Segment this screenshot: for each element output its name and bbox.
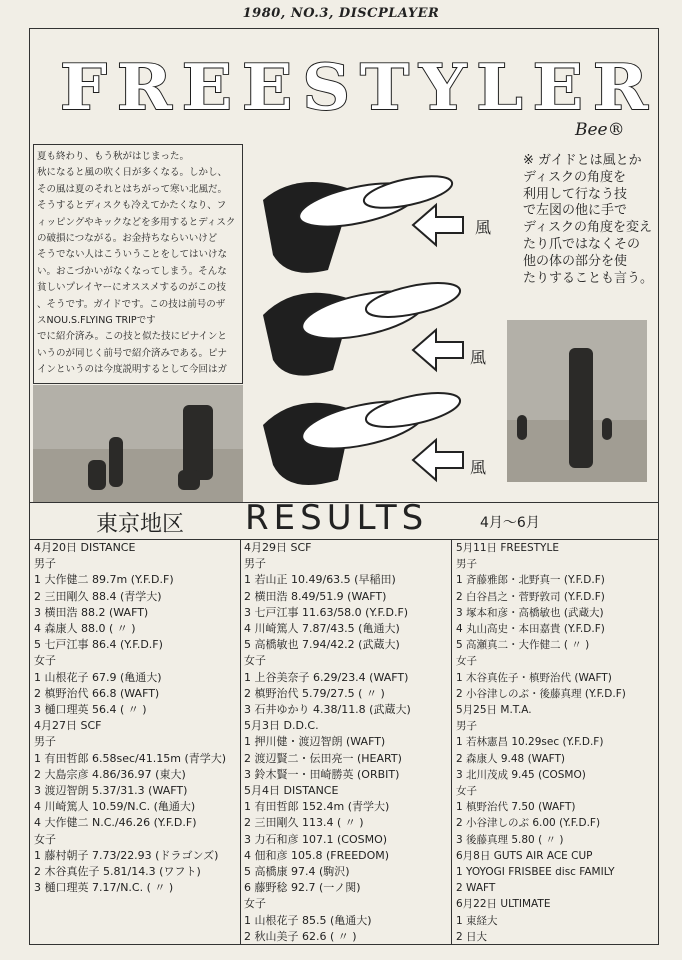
intro-line: の破損につながる。お金持ちならいいけど [37,233,218,245]
intro-line: 秋になると風の吹く日が多くなる。しかし、 [37,167,228,179]
result-line: 5 高橋康 97.4 (駒沢) [244,865,350,879]
result-line: 5 高瀬真二・大作健二 ( 〃 ) [456,639,590,652]
result-line: 女子 [244,654,266,668]
wind-arrows [413,205,463,480]
page-header: 1980, NO.3, DISCPLAYER [242,6,440,21]
result-line: 男子 [34,735,56,749]
result-line: 2 大島宗彦 4.86/36.97 (東大) [34,767,186,781]
result-line: 4 丸山高史・本田嘉貴 (Y.F.D.F) [456,623,605,636]
result-line: 1 藤村朝子 7.73/22.93 (ドラゴンズ) [34,848,219,862]
wind-label-1: 風 [475,218,492,237]
result-line: 3 塚本和彦・高橋敏也 (武蔵大) [456,606,604,619]
result-line: 1 斉藤雅郎・北野真一 (Y.F.D.F) [456,574,605,587]
column-divider [240,540,241,945]
result-line: 5月25日 M.T.A. [456,704,532,717]
result-line: 男子 [456,720,477,733]
result-line: 3 渡辺智朗 5.37/31.3 (WAFT) [34,784,188,798]
result-line: 5月11日 FREESTYLE [456,542,559,554]
result-line: 2 小谷津しのぶ 6.00 (Y.F.D.F) [456,817,601,830]
column-divider [451,540,452,945]
result-line: 2 横田浩 8.49/51.9 (WAFT) [244,589,387,603]
result-line: 2 三田剛久 113.4 ( 〃 ) [244,816,364,830]
result-line: 女子 [456,655,477,668]
result-line: 6 藤野稔 92.7 (一ノ関) [244,881,361,895]
guide-illustration [258,160,508,505]
result-line: 男子 [34,557,56,571]
result-line: 2 三田剛久 88.4 (青学大) [34,589,162,603]
intro-line: い。おこづかいがなくなってしまう。そんな [37,265,227,277]
result-line: 1 大作健二 89.7m (Y.F.D.F) [34,573,174,587]
result-line: 2 WAFT [456,882,496,895]
result-line: 2 槙野治代 5.79/27.5 ( 〃 ) [244,686,385,700]
wind-label-3: 風 [470,458,487,477]
result-line: 4 森康人 88.0 ( 〃 ) [34,622,136,636]
note-line: たりすることも言う。 [523,270,654,286]
intro-line: そうでない人はこういうことをしてはいけな [37,249,228,261]
result-line: 3 樋口理英 7.17/N.C. ( 〃 ) [34,881,174,895]
result-line: 1 若山正 10.49/63.5 (早稲田) [244,573,396,587]
photo-left [33,385,243,502]
results-region: 東京地区 [96,512,185,537]
intro-line: でに紹介済み。この技と似た技にピナインと [37,331,227,343]
wind-arrow-1 [413,205,463,245]
result-line: 4 川崎篤人 7.87/43.5 (亀通大) [244,622,400,636]
results-col-3 [456,540,626,945]
result-line: 2 白谷昌之・菅野敦司 (Y.F.D.F) [456,590,605,603]
result-line: 1 有田哲郎 152.4m (青学大) [244,800,390,814]
result-line: 3 横田浩 88.2 (WAFT) [34,605,149,619]
side-note [523,153,663,287]
result-line: 1 YOYOGI FRISBEE disc FAMILY [456,866,615,879]
result-line: 3 七戸江事 11.63/58.0 (Y.F.D.F) [244,605,409,619]
result-line: 4月20日 DISTANCE [34,541,136,554]
result-line: 2 日大 [456,930,488,943]
note-line: で左図の他に手で [523,203,628,219]
results-col-2 [244,540,411,945]
result-line: 1 木谷真佐子・槙野治代 (WAFT) [456,671,612,684]
result-line: 5月3日 D.D.C. [244,719,319,733]
result-line: 2 森康人 9.48 (WAFT) [456,752,566,765]
result-line: 2 秋山美子 62.6 ( 〃 ) [244,929,357,943]
results-title: RESULTS [245,498,429,538]
result-line: 女子 [456,785,477,798]
results-col-1 [34,540,226,896]
result-line: 3 樋口理英 56.4 ( 〃 ) [34,703,147,717]
results-period: 4月〜6月 [480,515,540,531]
intro-text [33,144,243,384]
result-line: 3 北川茂成 9.45 (COSMO) [456,768,586,781]
result-line: 4月29日 SCF [244,541,312,554]
result-line: 2 小谷津しのぶ・後藤真理 (Y.F.D.F) [456,687,626,700]
intro-line: 夏も終わり、もう秋がはじまった。 [37,151,190,162]
wind-label-2: 風 [470,348,487,367]
intro-line: ィッピングやキックなどを多用するとディスク [37,216,236,228]
result-line: 2 槙野治代 66.8 (WAFT) [34,686,160,700]
result-line: 5月4日 DISTANCE [244,784,339,798]
result-line: 1 槙野治代 7.50 (WAFT) [456,801,576,814]
result-line: 2 木谷真佐子 5.81/14.3 (ワフト) [34,865,201,879]
result-line: 1 有田哲郎 6.58sec/41.15m (青学大) [34,751,227,765]
wind-arrow-3 [413,440,463,480]
result-line: 1 押川健・渡辺智朗 (WAFT) [244,735,386,749]
intro-line: スNOU.S.FLYING TRIPです [37,315,156,327]
author-signature: Bee® [575,120,625,140]
note-line: ディスクの角度を [523,169,626,185]
result-line: 4 佃和彦 105.8 (FREEDOM) [244,848,390,862]
note-line: 利用して行なう技 [523,186,628,202]
wind-arrow-2 [413,330,463,370]
article-title: FREESTYLER [60,49,658,125]
result-line: 女子 [244,897,266,911]
result-line: 3 石井ゆかり 4.38/11.8 (武蔵大) [244,703,411,717]
result-line: 1 若林憲昌 10.29sec (Y.F.D.F) [456,736,604,749]
result-line: 3 後藤真理 5.80 ( 〃 ) [456,833,564,846]
result-line: 1 東経大 [456,914,498,927]
result-line: 4月27日 SCF [34,719,102,733]
result-line: 男子 [456,558,477,571]
photo-right [507,320,647,482]
result-line: 3 鈴木賢一・田崎勝英 (ORBIT) [244,767,400,781]
intro-line: その風は夏のそれとはちがって寒い北風だ。 [37,183,228,195]
note-line: ※ ガイドとは風とか [523,153,642,168]
result-line: 3 力石和彦 107.1 (COSMO) [244,832,388,846]
result-line: 女子 [34,832,56,846]
result-line: 1 上谷美奈子 6.29/23.4 (WAFT) [244,670,409,684]
result-line: 女子 [34,654,56,668]
intro-line: 、そうです。ガイドです。この技は前号のザ [37,298,226,310]
intro-line: インというのは今度説明するとして今回はガ [37,364,228,376]
result-line: 5 高橋敏也 7.94/42.2 (武蔵大) [244,638,400,652]
result-line: 5 七戸江事 86.4 (Y.F.D.F) [34,638,163,652]
note-line: たり爪ではなくその [523,236,641,252]
result-line: 4 川崎篤人 10.59/N.C. (亀通大) [34,800,196,814]
result-line: 4 大作健二 N.C./46.26 (Y.F.D.F) [34,816,197,830]
intro-line: いうのが同じく前号で紹介済みである。ピナ [37,347,228,359]
result-line: 2 渡辺賢二・伝田亮一 (HEART) [244,751,402,765]
result-line: 6月8日 GUTS AIR ACE CUP [456,849,593,862]
intro-line: 貧しいプレイヤーにオススメするのがこの技 [37,282,227,294]
result-line: 男子 [244,557,266,571]
note-line: 他の体の部分を使 [523,253,628,269]
result-line: 1 山根花子 67.9 (亀通大) [34,670,162,684]
result-line: 6月22日 ULTIMATE [456,898,551,911]
intro-line: そうするとディスクも冷えてかたくなり、フ [37,200,227,212]
note-line: ディスクの角度を変え [523,220,652,236]
result-line: 1 山根花子 85.5 (亀通大) [244,913,372,927]
